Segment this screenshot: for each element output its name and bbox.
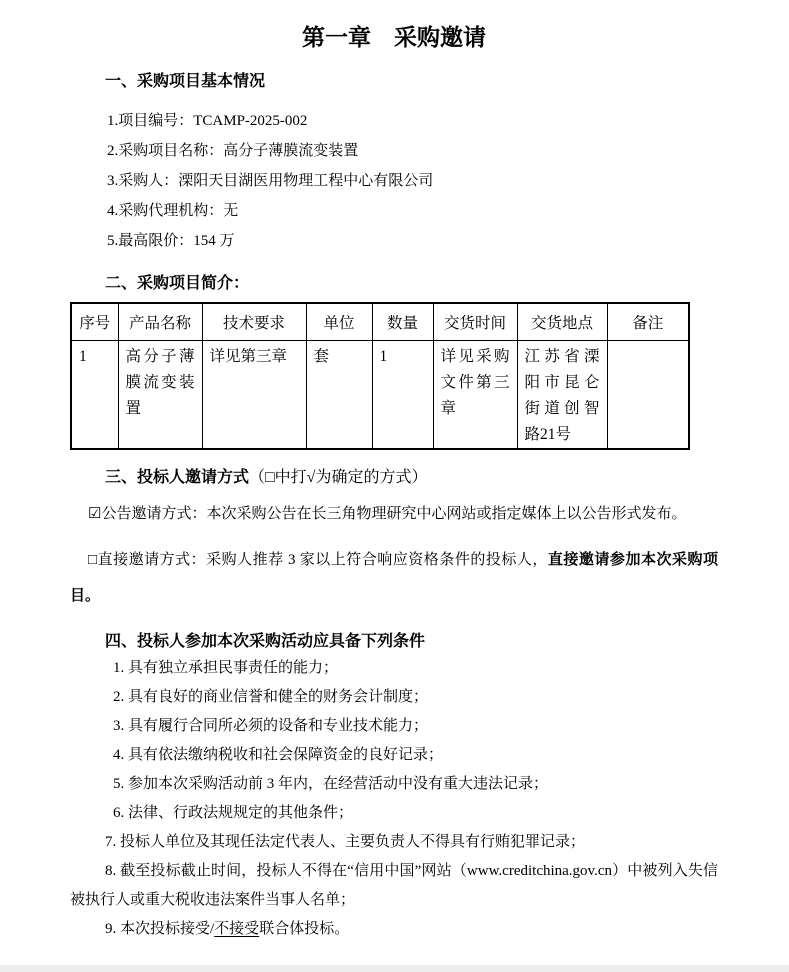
table-cell-delivery-time: 详见采购文件第三章 — [433, 341, 517, 450]
requirement-item-8: 8. 截至投标截止时间，投标人不得在“信用中国”网站（www.creditchina.gov.cn）中被列入失信被执行人或重大税收违法案件当事人名单； — [70, 863, 718, 908]
table-cell-serial: 1 — [71, 341, 118, 450]
basic-info-item-price-limit: 5.最高限价：154 万 — [107, 233, 235, 249]
requirement-item-7: 7. 投标人单位及其现任法定代表人、主要负责人不得具有行贿犯罪记录； — [105, 834, 586, 850]
direct-option-text: 直接邀请方式：采购人推荐 3 家以上符合响应资格条件的投标人， — [97, 552, 548, 568]
announcement-invitation-option — [70, 496, 718, 532]
page-bottom-edge — [0, 965, 789, 972]
table-row — [71, 341, 689, 450]
requirement-item-4: 4. 具有依法缴纳税收和社会保障资金的良好记录； — [113, 747, 444, 763]
requirement-item-9 — [70, 915, 718, 944]
requirement-item-9-suffix: 联合体投标。 — [259, 921, 350, 937]
direct-invitation-option — [70, 542, 718, 614]
checkbox-empty-icon: □ — [88, 552, 98, 568]
basic-info-item-project-number: 1.项目编号：TCAMP-2025-002 — [107, 113, 308, 129]
table-header-unit: 单位 — [306, 303, 372, 341]
section-bidder-requirements-heading: 四、投标人参加本次采购活动应具备下列条件 — [105, 633, 426, 650]
table-header-delivery-place: 交货地点 — [517, 303, 607, 341]
table-header-delivery-time: 交货时间 — [433, 303, 517, 341]
table-header-serial: 序号 — [71, 303, 118, 341]
table-cell-unit: 套 — [306, 341, 372, 450]
project-brief-table — [70, 302, 690, 450]
checkbox-checked-icon: ☑ — [88, 506, 102, 522]
requirement-item-3: 3. 具有履行合同所必须的设备和专业技术能力； — [113, 718, 429, 734]
section-project-brief-heading: 二、采购项目简介： — [105, 275, 250, 292]
table-cell-quantity: 1 — [372, 341, 433, 450]
table-cell-remarks — [607, 341, 689, 450]
requirement-item-9-underlined: 不接受 — [214, 921, 260, 937]
table-header-remarks: 备注 — [607, 303, 689, 341]
announcement-option-text: 公告邀请方式：本次采购公告在长三角物理研究中心网站或指定媒体上以公告形式发布。 — [101, 506, 687, 522]
requirement-item-9-prefix: 9. 本次投标接受/ — [105, 921, 215, 937]
requirement-item-6: 6. 法律、行政法规规定的其他条件； — [113, 805, 354, 821]
invitation-heading-note: （□中打√为确定的方式） — [249, 469, 428, 486]
table-header-tech-req: 技术要求 — [202, 303, 306, 341]
requirement-item-2: 2. 具有良好的商业信誉和健全的财务会计制度； — [113, 689, 429, 705]
requirement-item-5: 5. 参加本次采购活动前 3 年内，在经营活动中没有重大违法记录； — [113, 776, 549, 792]
section-invitation-method-heading — [70, 466, 718, 490]
section-basic-info-heading: 一、采购项目基本情况 — [105, 73, 266, 90]
document-title: 第一章 采购邀请 — [302, 25, 486, 50]
table-cell-tech-req: 详见第三章 — [202, 341, 306, 450]
table-header-product: 产品名称 — [118, 303, 202, 341]
invitation-heading-text: 三、投标人邀请方式 — [105, 469, 250, 486]
table-header-row — [71, 303, 689, 341]
table-header-quantity: 数量 — [372, 303, 433, 341]
table-cell-delivery-place: 江苏省溧阳市昆仑街道创智路21号 — [517, 341, 607, 450]
basic-info-item-project-name: 2.采购项目名称：高分子薄膜流变装置 — [107, 143, 359, 159]
basic-info-item-agency: 4.采购代理机构：无 — [107, 203, 239, 219]
table-cell-product: 高分子薄膜流变装置 — [118, 341, 202, 450]
basic-info-item-purchaser: 3.采购人：溧阳天目湖医用物理工程中心有限公司 — [107, 173, 434, 189]
requirement-item-1: 1. 具有独立承担民事责任的能力； — [113, 660, 339, 676]
direct-option-text-bold: 直接邀请参加本次采购项目。 — [70, 552, 718, 604]
